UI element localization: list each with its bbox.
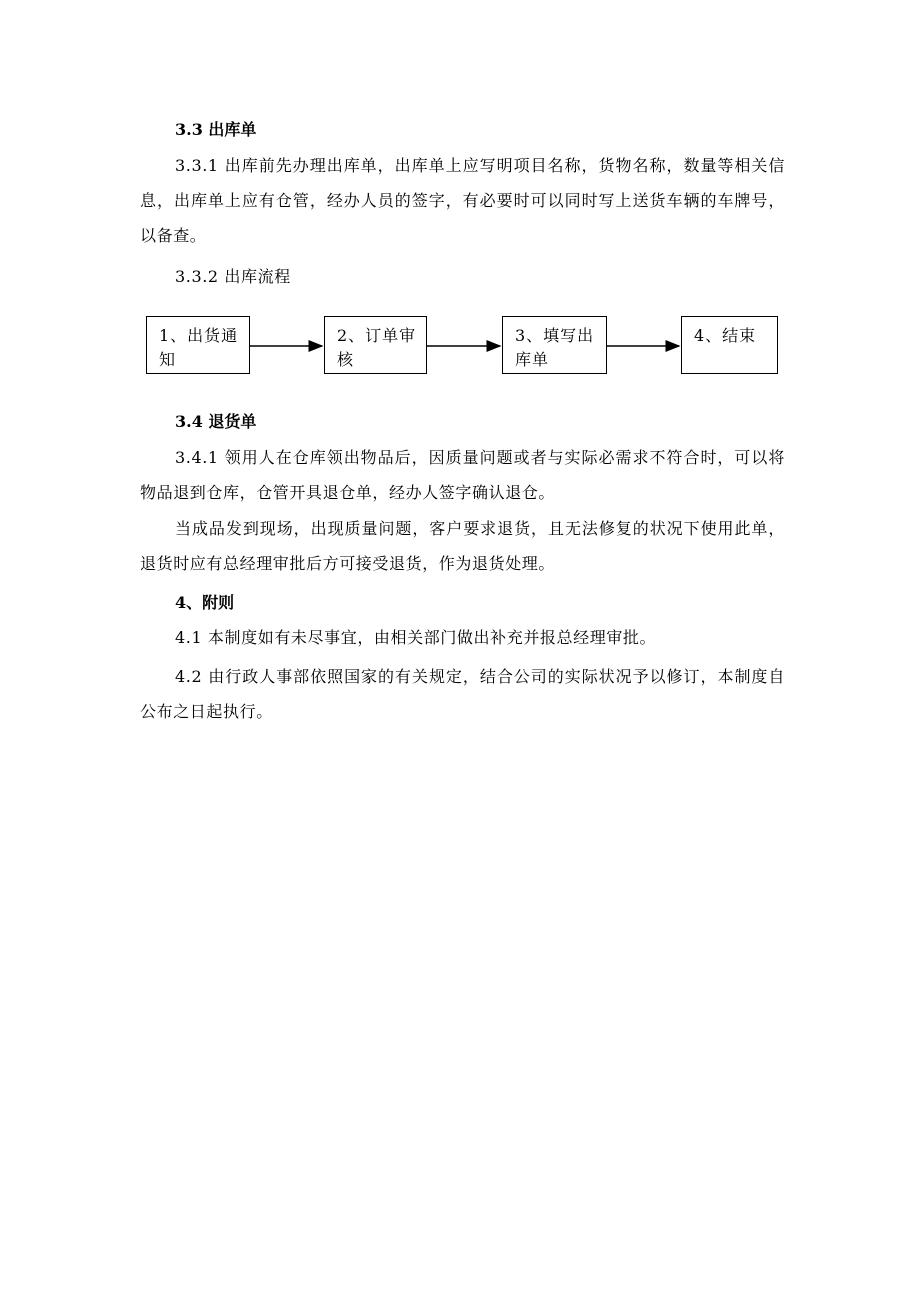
paragraph-3-4-1: 3.4.1 领用人在仓库领出物品后，因质量问题或者与实际必需求不符合时，可以将物品退到仓库，仓管开具退仓单，经办人签字确认退仓。 (140, 448, 785, 502)
outbound-flowchart (140, 310, 790, 382)
section-heading-3-4: 3.4 退货单 (175, 412, 257, 431)
flow-step-1: 1、出货通知 (146, 316, 250, 374)
flow-step-4: 4、结束 (681, 316, 778, 374)
section-heading-4: 4、附则 (175, 593, 235, 612)
paragraph-3-3-2: 3.3.2 出库流程 (175, 267, 291, 286)
flow-step-2: 2、订单审核 (324, 316, 427, 374)
paragraph-3-3-1: 3.3.1 出库前先办理出库单，出库单上应写明项目名称，货物名称，数量等相关信息，出库单上应有仓管，经办人员的签字，有必要时可以同时写上送货车辆的车牌号，以备查。 (140, 156, 785, 245)
flow-step-3: 3、填写出库单 (502, 316, 607, 374)
paragraph-3-4-2: 当成品发到现场，出现质量问题，客户要求退货，且无法修复的状况下使用此单，退货时应有总经理审批后方可接受退货，作为退货处理。 (140, 519, 785, 573)
paragraph-4-1: 4.1 本制度如有未尽事宜，由相关部门做出补充并报总经理审批。 (175, 628, 657, 647)
paragraph-4-2: 4.2 由行政人事部依照国家的有关规定，结合公司的实际状况予以修订，本制度自公布之日起执行。 (140, 667, 785, 721)
section-heading-3-3: 3.3 出库单 (175, 120, 257, 139)
